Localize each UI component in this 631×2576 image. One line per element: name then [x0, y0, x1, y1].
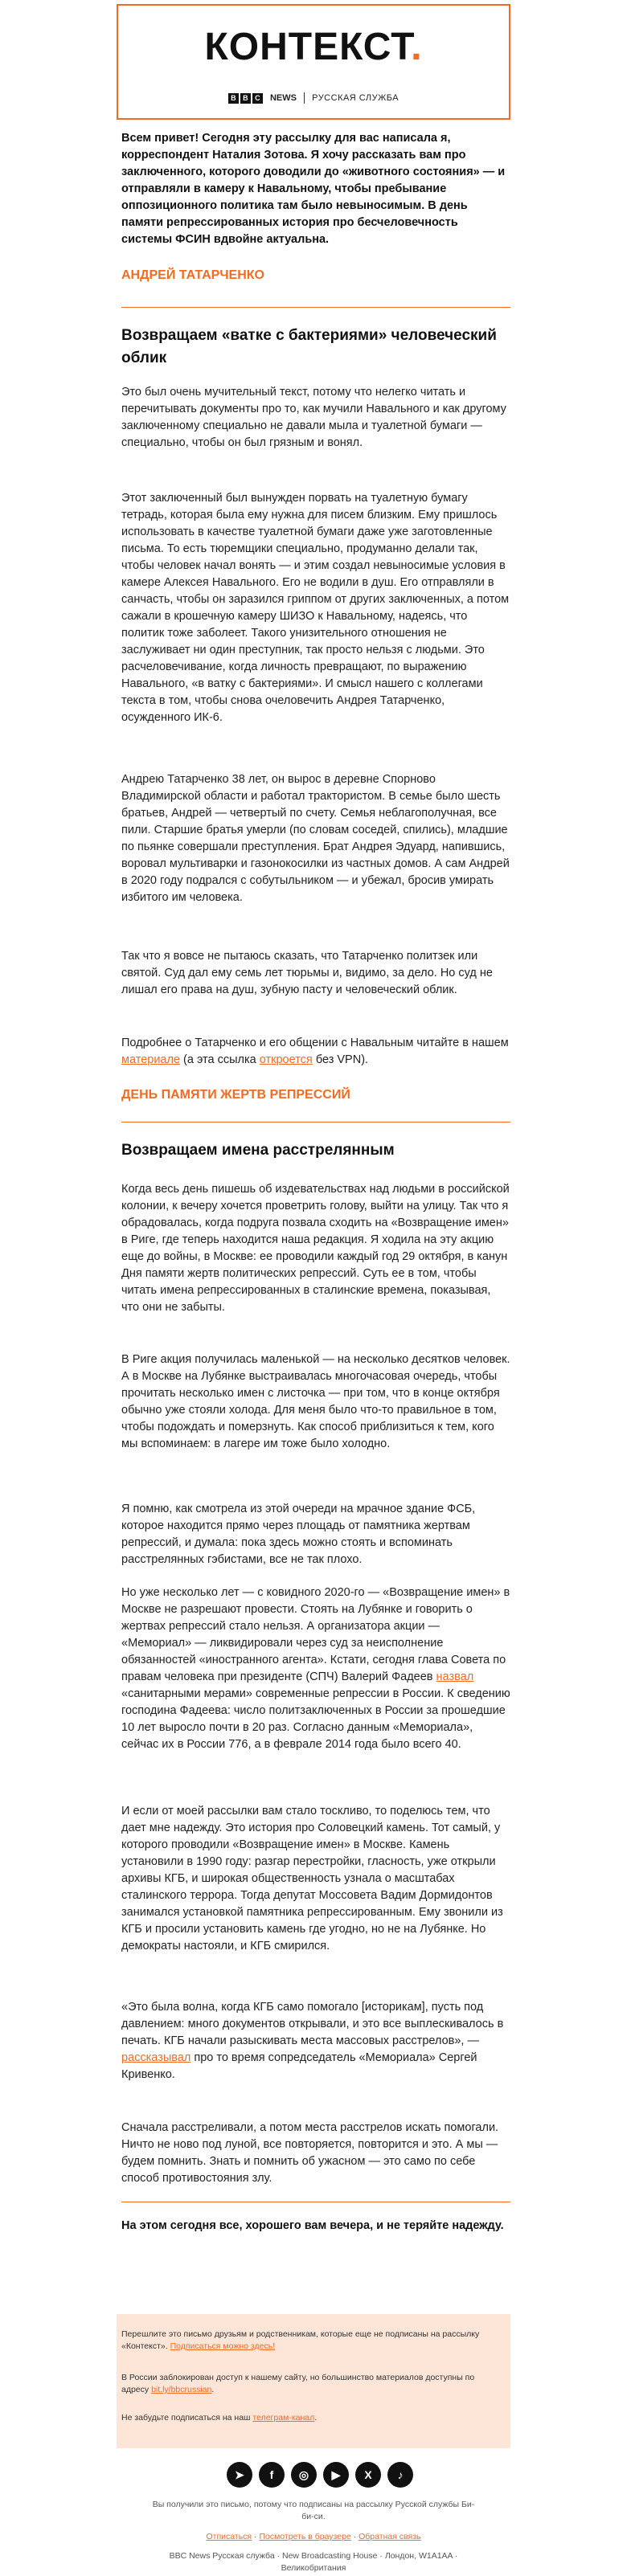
section1-paragraph-1: Это был очень мучительный текст, потому что нелегко читать и перечитывать документы про то, как мучили Навального и как другому заключенному специально не давали мыла и туалетной бумаги — специально, чтобы он был грязным и вонял.: [121, 386, 506, 449]
telegram-icon[interactable]: ➤: [227, 2462, 252, 2488]
section2-paragraph-5: И если от моей рассылки вам стало тоскливо, то поделюсь тем, что дает мне надежду. Это история про Соловецкий камень. Тот самый, у которого проводили «Возвращение имен» в Москве. Камень установили в 1990 году: разгар перестройки, гласность, уже открыли архивы КГБ, и широкая общественность узнала о масштабах сталинского террора. Тогда депутат Моссовета Вадим Дормидонтов занимался установкой памятника репрессированным. Ему звонили из КГБ и просили установить камень где угодно, но не на Лубянке. Но демократы настояли, и КГБ смирился.: [121, 1805, 503, 1952]
section1-paragraph-3: Андрею Татарченко 38 лет, он вырос в деревне Спорново Владимирской области и работал трактористом. В семье было шесть братьев, Андрей — четвертый по счету. Семья неблагополучная, все пили. Старшие братья умерли (по словам соседей, спились), младшие по пьянке совершали преступления. Брат Андрея Эдуард, напившись, воровал мультиварки и газонокосилки из частных домов. А сам Андрей в 2020 году подрался с собутыльником — и убежал, бросив умирать избитого им человека.: [121, 773, 510, 904]
divider: [121, 307, 510, 308]
no-vpn-link[interactable]: откроется: [259, 1053, 313, 1066]
subscription-reason: Вы получили это письмо, потому что подписаны на рассылку Русской службы Би-би-си.: [152, 2500, 475, 2521]
bbc-russian-logo: B B C NEWS РУССКАЯ СЛУЖБА: [118, 92, 509, 104]
section-label-tatarchenko: АНДРЕЙ ТАТАРЧЕНКО: [121, 268, 264, 282]
postal-address: BBC News Русская служба · New Broadcasting House · Лондон, W1A1AA · Великобритания: [169, 2551, 458, 2573]
mirror-link[interactable]: bit.ly/bbcrussian: [151, 2385, 212, 2394]
krivenko-link[interactable]: рассказывал: [121, 2051, 191, 2064]
section2-paragraph-7: Сначала расстреливали, а потом места расстрелов искать помогали. Ничто не ново под луной, все повторяется, повторится и это. А мы — будем помнить. Знать и помнить об ужасном — это само по себе способ противостояния злу.: [121, 2121, 499, 2185]
section-label-memorial-day: ДЕНЬ ПАМЯТИ ЖЕРТВ РЕПРЕССИЙ: [121, 1088, 350, 1102]
subscribe-link[interactable]: Подписаться можно здесь!: [170, 2341, 276, 2351]
newsletter-header: [117, 4, 510, 120]
telegram-channel-link[interactable]: телеграм-канал: [252, 2413, 315, 2423]
section2-paragraph-4: Но уже несколько лет — с ковидного 2020-го — «Возвращение имен» в Москве не разрешают провести. Стоять на Лубянке и говорить о жертвах репрессий стало нельзя. А организатора акции — «Мемориал» — ликвидировали через суд за неисполнение обязанностей «иностранного агента». Кстати, сегодня глава Совета по правам человека при президенте (СПЧ) Валерий Фадеев назвал «санитарными мерами» современные репрессии в России. К сведению господина Фадеева: число политзаключенных в России за прошедшие 10 лет выросло почти в 20 раз. Согласно данным «Мемориала», сейчас их в России 776, а в феврале 2014 года было всего 40.: [121, 1586, 510, 1751]
youtube-icon[interactable]: ▶: [323, 2462, 349, 2488]
instagram-icon[interactable]: ◎: [291, 2462, 317, 2488]
section1-heading: Возвращаем «ватке с бактериями» человеческий облик: [121, 327, 497, 366]
view-in-browser-link[interactable]: Посмотреть в браузере: [259, 2532, 351, 2541]
section2-paragraph-3: Я помню, как смотрела из этой очереди на мрачное здание ФСБ, которое находится прямо через площадь от памятника жертвам репрессий, и думала: пока здесь можно стоять и вспоминать расстрелянных гэбистами, все не так плохо.: [121, 1503, 476, 1566]
closing: На этом сегодня все, хорошего вам вечера, и не теряйте надежду.: [121, 2219, 504, 2232]
section2-paragraph-6: «Это была волна, когда КГБ само помогало [историкам], пусть под давлением: много документов открывали, и это все выплескивалось в печать. КГБ начали разыскивать места массовых расстрелов», — рассказывал про то время сопредседатель «Мемориала» Сергей Кривенко.: [121, 2001, 504, 2081]
section1-paragraph-2: Этот заключенный был вынужден порвать на туалетную бумагу тетрадь, которая была ему нужна для писем близким. Ему пришлось использовать в качестве туалетной бумаги даже уже заготовленные письма. То есть тюремщики специально, продуманно делали так, чтобы человек начал вонять — и этим создал невыносимые условия в камере Алексея Навального. Его не водили в душ. Его отправляли в санчасть, чтобы он заразился гриппом от других заключенных, а потом сажали в крошечную камеру ШИЗО к Навальному, надеясь, что политик тоже заболеет. Такого унизительного отношения не заслуживает ни один преступник, так просто нельзя с людьми. Это расчеловечивание, когда личность превращают, по выражению Навального, «в ватку с бактериями». И смысл нашего с коллегами текста в том, чтобы снова очеловечить Андрея Татарченко, осужденного ИК-6.: [121, 492, 510, 724]
bottom-links: Отписаться · Посмотреть в браузере · Обратная связь: [206, 2532, 421, 2541]
article-link[interactable]: материале: [121, 1053, 181, 1066]
intro: Всем привет! Сегодня эту рассылку для вас написала я, корреспондент Наталия Зотова. Я хочу рассказать вам про заключенного, которого доводили до «животного состояния» — и отправляли в камеру к Навальному, чтобы пребывание оппозиционного политика там было невыносимым. В день памяти репрессированных история про бесчеловечность системы ФСИН вдвойне актуальна.: [121, 132, 506, 246]
unsubscribe-link[interactable]: Отписаться: [206, 2532, 252, 2541]
section2-heading: Возвращаем имена расстрелянным: [121, 1142, 395, 1159]
facebook-icon[interactable]: f: [259, 2462, 285, 2488]
kontekst-logo: КОНТЕКСТ.: [204, 26, 423, 68]
section1-paragraph-5: Подробнее о Татарченко и его общении с Навальным читайте в нашем материале (а эта ссылка откроется без VPN).: [121, 1037, 509, 1066]
tiktok-icon[interactable]: ♪: [387, 2462, 413, 2488]
feedback-link[interactable]: Обратная связь: [359, 2532, 421, 2541]
section2-paragraph-2: В Риге акция получилась маленькой — на несколько десятков человек. А в Москве на Лубянке выстраивалась многочасовая очередь, чтобы прочитать несколько имен с листочка — при том, что в конце октября обычно уже стояли холода. Для меня было что-то правильное в том, чтобы подождать и померзнуть. Как способ приблизиться к тем, кого мы вспоминаем: в лагере им тоже было холодно.: [121, 1353, 510, 1450]
section1-paragraph-4: Так что я вовсе не пытаюсь сказать, что Татарченко политзек или святой. Суд дал ему семь лет тюрьмы и, видимо, за дело. Но суд не лишал его права на душ, зубную пасту и человеческий облик.: [121, 950, 493, 996]
section2-paragraph-1: Когда весь день пишешь об издевательствах над людьми в российской колонии, к вечеру хочется проветрить голову, выйти на улицу. Так что я обрадовалась, когда подруга позвала сходить на «Возвращение имен» в Риге, где теперь находится наша редакция. Я ходила на эту акцию еще до войны, в Москве: ее проводили каждый год 29 октября, в канун Дня памяти жертв политических репрессий. Суть ее в том, чтобы читать имена репрессированных в сталинские времена, показывая, что они не забыты.: [121, 1183, 510, 1314]
fadeev-link[interactable]: назвал: [436, 1670, 474, 1683]
footer-box: Перешлите это письмо друзьям и родственникам, которые еще не подписаны на рассылку «Контекст». Подписаться можно здесь! В России заблокирован доступ к нашему сайту, но большинство материалов доступны по адресу bit.ly/bbcrussian. Не забудьте подписаться на наш телеграм-канал.: [117, 2314, 510, 2448]
social-icons: [227, 2459, 420, 2491]
x-icon[interactable]: X: [355, 2462, 381, 2488]
